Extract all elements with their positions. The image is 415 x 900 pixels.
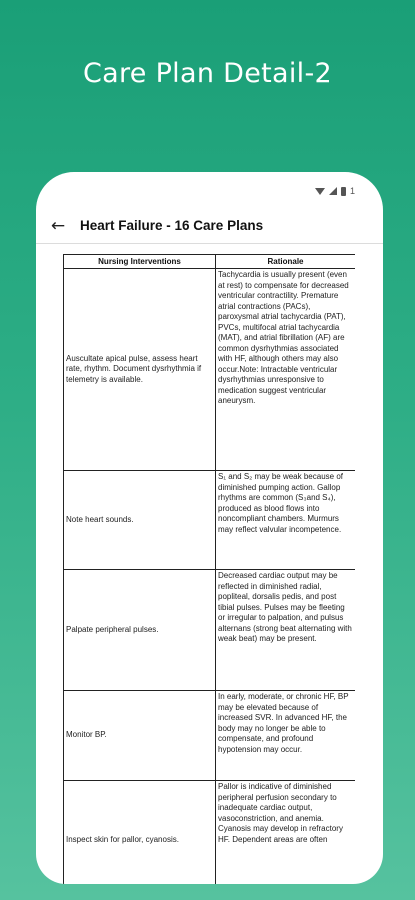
table-row [64, 691, 356, 781]
care-plan-table [63, 254, 355, 884]
rationale-cell: Tachycardia is usually present (even at rest) to compensate for decreased ventricular contractility. Premature atrial contractions (PACs), paroxysmal atrial tachycardia (PAT), PVCs, multifocal atrial tachycardia (MAT), and atrial fibrillation (AF) are common dysrhythmias associated with HF, although others may also occur.Note: Intractable ventricular dysrhythmias unresponsive to medication suggest ventricular aneurysm. [216, 269, 356, 471]
intervention-cell: Inspect skin for pallor, cyanosis. [64, 781, 216, 885]
battery-icon [341, 187, 346, 196]
signal-icon [329, 187, 337, 195]
table-row [64, 471, 356, 570]
intervention-cell: Palpate peripheral pulses. [64, 570, 216, 691]
wifi-icon [315, 188, 325, 195]
rationale-cell: In early, moderate, or chronic HF, BP may be elevated because of increased SVR. In advanced HF, the body may no longer be able to compensate, and profound hypotension may occur. [216, 691, 356, 781]
table-row [64, 269, 356, 471]
page-title: Heart Failure - 16 Care Plans [80, 218, 264, 233]
rationale-cell: Pallor is indicative of diminished peripheral perfusion secondary to inadequate cardiac output, vasoconstriction, and anemia. Cyanosis may develop in refractory HF. Dependent areas are often [216, 781, 356, 885]
back-arrow-icon[interactable]: ← [50, 215, 66, 236]
header-nursing-interventions: Nursing Interventions [64, 255, 216, 269]
rationale-cell: S₁ and S₂ may be weak because of diminished pumping action. Gallop rhythms are common (S₃and S₄), produced as blood flows into noncompliant chambers. Murmurs may reflect valvular incompetence. [216, 471, 356, 570]
intervention-cell: Note heart sounds. [64, 471, 216, 570]
intervention-cell: Monitor BP. [64, 691, 216, 781]
rationale-cell: Decreased cardiac output may be reflected in diminished radial, popliteal, dorsalis pedis, and post tibial pulses. Pulses may be fleeting or irregular to palpation, and pulsus alternans (strong beat alternating with weak beat) may be present. [216, 570, 356, 691]
promo-title: Care Plan Detail-2 [83, 58, 332, 89]
status-bar [315, 186, 355, 196]
phone-frame [36, 172, 383, 884]
table-header-row [64, 255, 356, 269]
table-row [64, 781, 356, 885]
intervention-cell: Auscultate apical pulse, assess heart rate, rhythm. Document dysrhythmia if telemetry is available. [64, 269, 216, 471]
battery-text: 1 [349, 186, 355, 196]
header-rationale: Rationale [216, 255, 356, 269]
table-row [64, 570, 356, 691]
app-bar [36, 208, 383, 244]
care-plan-document[interactable] [63, 254, 355, 884]
